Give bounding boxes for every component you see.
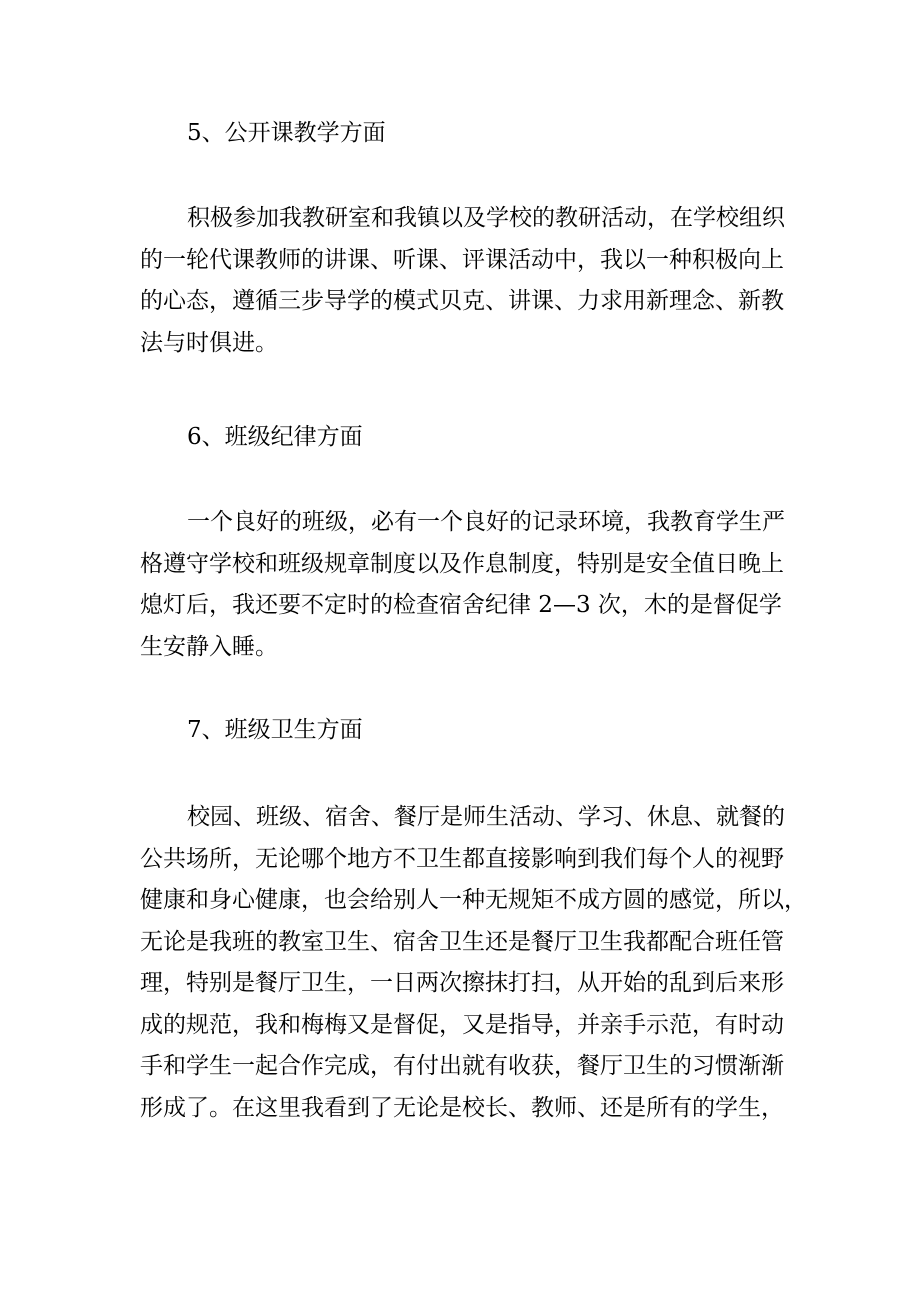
section-heading-5: 5、公开课教学方面 <box>187 120 386 146</box>
paragraph-line: 校园、班级、宿舍、餐厅是师生活动、学习、休息、就餐的 <box>187 804 785 830</box>
section-paragraph-7 <box>140 797 807 1129</box>
section-heading-6: 6、班级纪律方面 <box>187 424 363 450</box>
paragraph-line: 格遵守学校和班级规章制度以及作息制度，特别是安全值日晚上 <box>140 550 784 577</box>
paragraph-line: 手和学生一起合作完成，有付出就有收获，餐厅卫生的习惯渐渐 <box>140 1053 784 1079</box>
section-heading-7: 7、班级卫生方面 <box>187 717 363 743</box>
paragraph-line: 成的规范，我和梅梅又是督促，又是指导，并亲手示范，有时动 <box>140 1011 784 1038</box>
paragraph-line: 积极参加我教研室和我镇以及学校的教研活动，在学校组织 <box>187 205 785 231</box>
paragraph-line: 公共场所，无论哪个地方不卫生都直接影响到我们每个人的视野 <box>140 845 784 872</box>
paragraph-line: 熄灯后，我还要不定时的检查宿舍纪律 2—3 次，木的是督促学 <box>140 592 782 618</box>
paragraph-line: 的一轮代课教师的讲课、听课、评课活动中，我以一种积极向上 <box>140 246 784 273</box>
paragraph-line: 理，特别是餐厅卫生，一日两次擦抹打扫，从开始的乱到后来形 <box>140 970 784 996</box>
section-paragraph-6 <box>140 502 800 668</box>
paragraph-line: 的心态，遵循三步导学的模式贝克、讲课、力求用新理念、新教 <box>140 288 784 314</box>
paragraph-line: 一个良好的班级，必有一个良好的记录环境，我教育学生严 <box>187 509 785 535</box>
paragraph-line: 形成了。在这里我看到了无论是校长、教师、还是所有的学生， <box>140 1094 784 1121</box>
paragraph-line: 生安静入睡。 <box>140 633 278 660</box>
paragraph-line: 无论是我班的教室卫生、宿舍卫生还是餐厅卫生我都配合班任管 <box>140 928 784 955</box>
paragraph-line: 健康和身心健康，也会给别人一种无规矩不成方圆的感觉，所以， <box>140 887 807 913</box>
paragraph-line: 法与时俱进。 <box>140 329 278 356</box>
section-paragraph-5 <box>140 198 800 364</box>
